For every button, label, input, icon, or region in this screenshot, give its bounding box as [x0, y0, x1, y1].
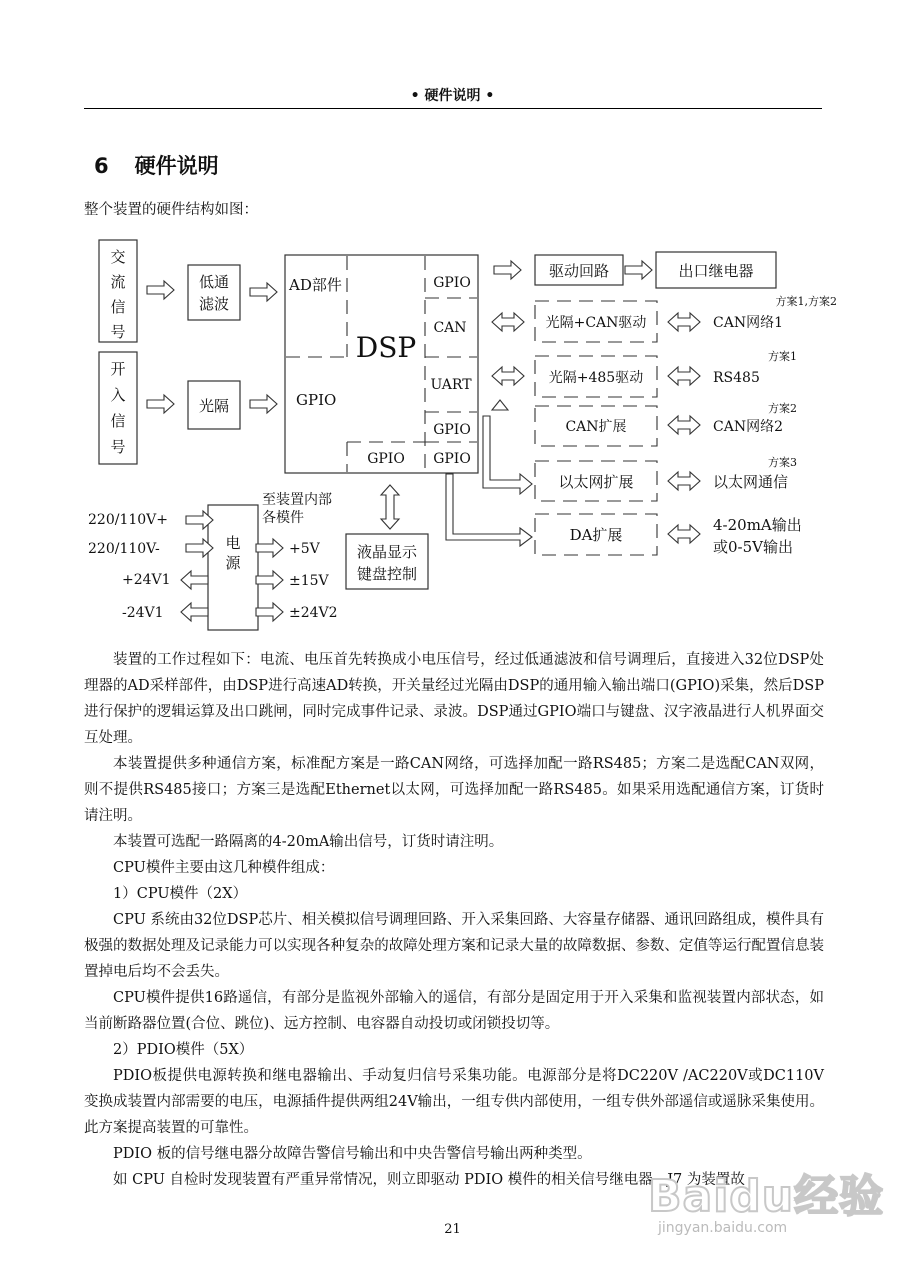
paragraph-2: 本装置提供多种通信方案，标准配方案是一路CAN网络，可选择加配一路RS485；方案二是选配CAN双网，则不提供RS485接口；方案三是选配Ethernet以太网，可选择加配一路RS485。如果采用选配通信方案，订货时请注明。 — [84, 756, 824, 824]
da-ext-label: DA扩展 — [569, 526, 623, 544]
pm15v-label: ±15V — [289, 573, 329, 589]
dsp-title: DSP — [355, 331, 417, 364]
ac-char-2: 流 — [110, 273, 126, 291]
eth-comm-label: 以太网通信 — [713, 473, 789, 491]
ac-char-3: 信 — [110, 298, 126, 316]
intro-text: 整个装置的硬件结构如图： — [84, 202, 258, 218]
opto-can-label: 光隔+CAN驱动 — [545, 315, 647, 331]
paragraph-3: 本装置可选配一路隔离的4-20mA输出信号，订货时请注明。 — [113, 834, 504, 850]
scheme-12-label: 方案1,方案2 — [775, 295, 837, 308]
paragraph-11: 如 CPU 自检时发现装置有严重异常情况，则立即驱动 PDIO 模件的相关信号继电器。J7 为装置故 — [113, 1172, 745, 1188]
pm24v2-label: ±24V2 — [289, 605, 338, 621]
can-net2-label: CAN网络2 — [713, 419, 783, 435]
di-char-3: 信 — [110, 412, 126, 430]
section-title: 硬件说明 — [134, 154, 219, 178]
can-ext-label: CAN扩展 — [565, 419, 627, 435]
paragraph-9: PDIO板提供电源转换和继电器输出、手动复归信号采集功能。电源部分是将DC220V /AC220V或DC110V 变换成装置内部需要的电压，电源插件提供两组24V输出，一组专供内部使用，一组专供外部遥信或遥脉采集使用。此方案提高装置的可靠性。 — [84, 1068, 824, 1136]
page-header: • 硬件说明 • — [410, 88, 495, 104]
di-char-4: 号 — [110, 438, 126, 456]
paragraph-1: 装置的工作过程如下：电流、电压首先转换成小电压信号，经过低通滤波和信号调理后，直接进入32位DSP处理器的AD采样部件，由DSP进行高速AD转换，开关量经过光隔由DSP的通用输入输出端口(GPIO)采集，然后DSP进行保护的逻辑运算及出口跳闸，同时完成事件记录、录波。DSP通过GPIO端口与键盘、汉字液晶进行人机界面交互处理。 — [84, 652, 824, 746]
di-char-1: 开 — [110, 360, 126, 378]
to-modules-line-2: 各模件 — [262, 510, 304, 526]
dsp-gpio-bottom-left: GPIO — [367, 451, 405, 467]
dsp-uart: UART — [430, 377, 472, 393]
scheme-1-label: 方案1 — [768, 350, 797, 363]
ac-char-4: 号 — [110, 323, 126, 341]
p5v-label: +5V — [289, 541, 320, 557]
section-number: 6 — [94, 154, 109, 178]
m24v1-label: -24V1 — [122, 605, 164, 621]
body-text — [84, 647, 824, 1193]
p24v1-label: +24V1 — [122, 572, 171, 588]
power-char-1: 电 — [225, 534, 241, 552]
v220-plus-label: 220/110V+ — [88, 512, 169, 528]
lowpass-line-2: 滤波 — [198, 295, 230, 313]
paragraph-6: CPU 系统由32位DSP芯片、相关模拟信号调理回路、开入采集回路、大容量存储器、通讯回路组成，模件具有极强的数据处理及记录能力可以实现各种复杂的故障处理方案和记录大量的故障数据、参数、定值等运行配置信息装置掉电后均不会丢失。 — [84, 912, 824, 980]
analog-out-line-2: 或0-5V输出 — [713, 538, 793, 556]
dsp-gpio-bottom-right: GPIO — [433, 451, 471, 467]
can-net1-label: CAN网络1 — [713, 315, 783, 331]
power-char-2: 源 — [225, 554, 241, 572]
paragraph-5: 1）CPU模件（2X） — [113, 886, 248, 902]
watermark-brand: Baidu经验 — [648, 1171, 885, 1222]
lcd-line-1: 液晶显示 — [356, 543, 418, 561]
dsp-gpio-top: GPIO — [433, 275, 471, 291]
dsp-gpio-r2: GPIO — [433, 422, 471, 438]
paragraph-4: CPU模件主要由这几种模件组成： — [113, 860, 335, 876]
watermark-url: jingyan.baidu.com — [658, 1220, 788, 1236]
v220-minus-label: 220/110V- — [88, 541, 160, 557]
opto-label: 光隔 — [198, 397, 230, 415]
dsp-gpio-left: GPIO — [296, 391, 337, 409]
scheme-2-label: 方案2 — [768, 402, 797, 415]
rs485-label: RS485 — [713, 370, 760, 386]
di-char-2: 入 — [110, 386, 126, 404]
output-relay-label: 出口继电器 — [678, 262, 754, 280]
paragraph-8: 2）PDIO模件（5X） — [113, 1042, 254, 1058]
analog-out-line-1: 4-20mA输出 — [713, 516, 802, 534]
lowpass-line-1: 低通 — [198, 273, 230, 291]
dsp-ad-label: AD部件 — [289, 276, 342, 294]
paragraph-7: CPU模件提供16路遥信，有部分是监视外部输入的遥信，有部分是固定用于开入采集和监视装置内部状态，如当前断路器位置(合位、跳位)、远方控制、电容器自动投切或闭锁投切等。 — [84, 990, 824, 1032]
lcd-line-2: 键盘控制 — [356, 565, 418, 583]
ac-char-1: 交 — [110, 248, 126, 266]
eth-ext-label: 以太网扩展 — [558, 473, 634, 491]
paragraph-10: PDIO 板的信号继电器分故障告警信号输出和中央告警信号输出两种类型。 — [113, 1146, 592, 1162]
opto-485-label: 光隔+485驱动 — [548, 370, 644, 386]
to-modules-line-1: 至装置内部 — [262, 492, 332, 508]
scheme-3-label: 方案3 — [768, 456, 797, 469]
dsp-can: CAN — [433, 320, 467, 336]
drive-circuit-label: 驱动回路 — [548, 262, 610, 280]
page-number: 21 — [444, 1222, 461, 1237]
